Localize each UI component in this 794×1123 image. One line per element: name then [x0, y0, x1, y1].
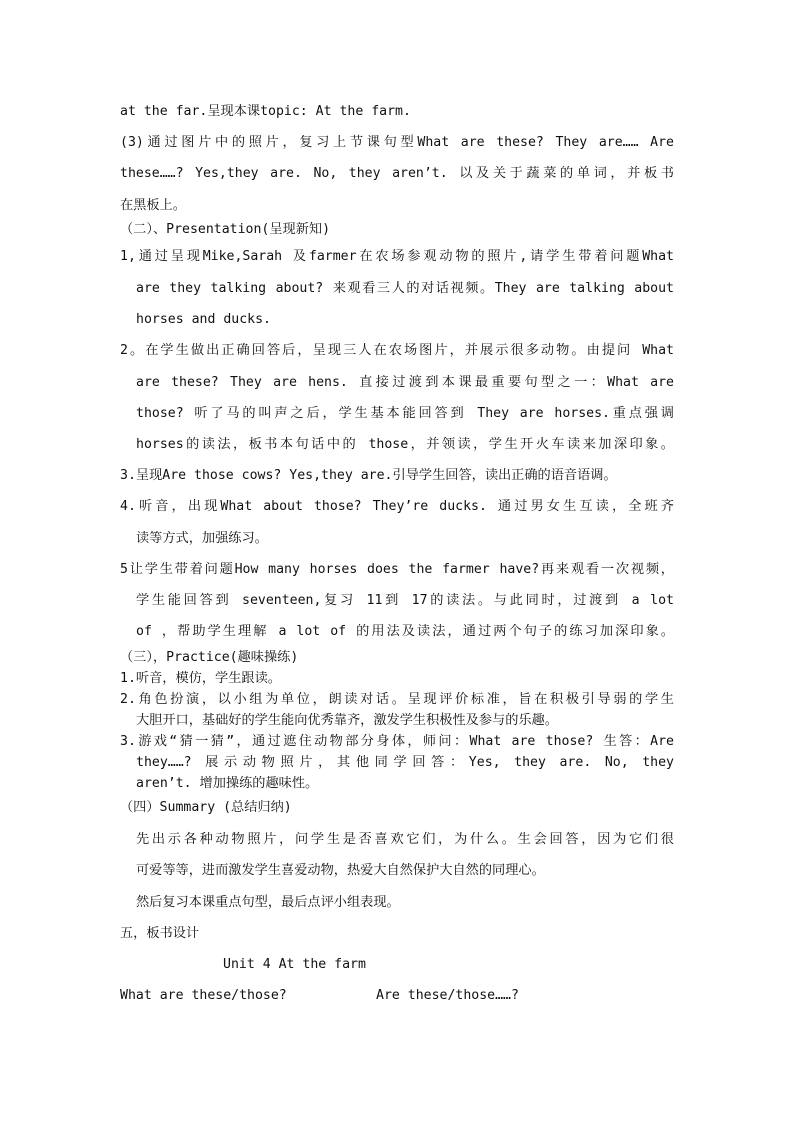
text-line: 1,通过呈现Mike,Sarah 及farmer在农场参观动物的照片,请学生带着问题What	[120, 249, 674, 264]
text-line: 3.呈现Are those cows? Yes,they are.引导学生回答，读出正确的语音语调。	[120, 468, 617, 483]
text-line: are these? They are hens. 直接过渡到本课最重要句型之一：What are	[136, 375, 674, 390]
board-line-right: Are these/those……?	[376, 988, 519, 1003]
text-line: 大胆开口，基础好的学生能向优秀靠齐，激发学生积极性及参与的乐趣。	[136, 713, 558, 728]
board-line-left: What are these/those?	[120, 988, 287, 1003]
section-heading: （二）、Presentation(呈现新知)	[120, 222, 331, 237]
text-line: 可爱等等，进而激发学生喜爱动物，热爱大自然保护大自然的同理心。	[136, 863, 545, 878]
text-line: (3)通过图片中的照片，复习上节课句型What are these? They are…… Are	[120, 135, 674, 150]
text-line: they……? 展示动物照片，其他同学回答：Yes, they are. No, they	[136, 755, 674, 770]
section-heading: 五，板书设计	[120, 926, 200, 941]
text-line: horses and ducks.	[136, 312, 271, 327]
text-line: those? 听了马的叫声之后，学生基本能回答到 They are horses.重点强调	[136, 406, 674, 421]
text-line: 3.游戏“猜一猜”，通过遮住动物部分身体，师问：What are those? 生答：Are	[120, 734, 674, 749]
text-line: 学生能回答到 seventeen,复习 11到 17的读法。与此同时，过渡到 a lot	[136, 593, 674, 608]
section-heading: （三），Practice(趣味操练)	[120, 650, 299, 665]
text-line: 然后复习本课重点句型，最后点评小组表现。	[136, 895, 400, 910]
text-line: aren’t. 增加操练的趣味性。	[136, 776, 319, 791]
text-line: 2.角色扮演，以小组为单位，朗读对话。呈现评价标准，旨在积极引导弱的学生	[120, 692, 674, 707]
text-line: at the far.呈现本课topic: At the farm.	[120, 104, 411, 119]
text-line: 在黑板上。	[120, 198, 186, 213]
text-line: 2。在学生做出正确回答后，呈现三人在农场图片，并展示很多动物。由提问 What	[120, 343, 674, 358]
text-line: 4.听音，出现What about those? They’re ducks. 通过男女生互读，全班齐	[120, 499, 674, 514]
text-line: 先出示各种动物照片，问学生是否喜欢它们，为什么。生会回答，因为它们很	[136, 832, 674, 847]
text-line: horses的读法，板书本句话中的 those，并领读，学生开火车读来加深印象。	[136, 437, 674, 452]
text-line: 1.听音，模仿，学生跟读。	[120, 671, 281, 686]
text-line: these……? Yes,they are. No, they aren’t. 以及关于蔬菜的单词，并板书	[120, 166, 674, 181]
text-line: 读等方式，加强练习。	[136, 531, 268, 546]
text-line: 5让学生带着问题How many horses does the farmer have?再来观看一次视频，	[120, 562, 674, 577]
section-heading: （四）Summary (总结归纳)	[120, 800, 292, 815]
board-title: Unit 4 At the farm	[223, 957, 366, 972]
text-line: of ，帮助学生理解 a lot of 的用法及读法，通过两个句子的练习加深印象。	[136, 624, 674, 639]
text-line: are they talking about? 来观看三人的对话视频。They are talking about	[136, 281, 674, 296]
